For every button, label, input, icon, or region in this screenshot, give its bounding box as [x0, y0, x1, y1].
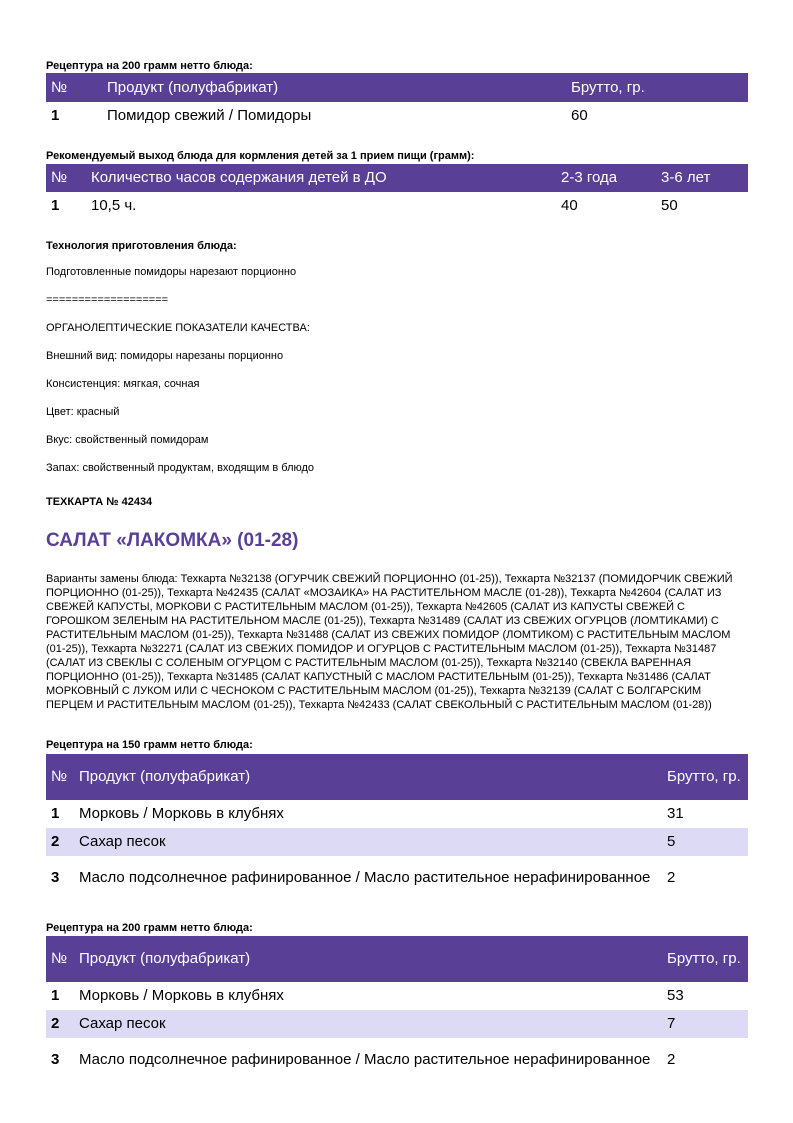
row-product: Сахар песок	[74, 1010, 662, 1038]
col-number-header: №	[46, 73, 102, 102]
table-row	[46, 1010, 748, 1038]
col-brutto-header: Брутто, гр.	[662, 754, 748, 800]
dish-title: САЛАТ «ЛАКОМКА» (01-28)	[46, 530, 299, 551]
row-product: Масло подсолнечное рафинированное / Масло растительное нерафинированное	[79, 869, 651, 886]
recipe1-caption: Рецептура на 200 грамм нетто блюда:	[46, 60, 253, 72]
separator: ===================	[46, 294, 169, 306]
col-product-header: Продукт (полуфабрикат)	[74, 936, 662, 982]
recipe1-table	[46, 73, 748, 130]
col-number-header: №	[46, 754, 74, 800]
smell-text: Запах: свойственный продуктам, входящим в блюдо	[46, 462, 315, 474]
row-product: Сахар песок	[74, 828, 662, 856]
row-age-3-6: 50	[661, 197, 678, 214]
row-number: 1	[51, 805, 60, 822]
row-brutto: 60	[571, 107, 588, 124]
row-number: 3	[51, 869, 60, 886]
technology-caption: Технология приготовления блюда:	[46, 240, 237, 252]
yield-caption: Рекомендуемый выход блюда для кормления детей за 1 прием пищи (грамм):	[46, 150, 475, 162]
col-hours-header: Количество часов содержания детей в ДО	[86, 164, 556, 192]
recipe3-table	[46, 936, 748, 1082]
row-brutto: 31	[667, 805, 684, 822]
col-brutto-header: Брутто, гр.	[566, 73, 748, 102]
recipe2-caption: Рецептура на 150 грамм нетто блюда:	[46, 739, 253, 751]
recipe1-header-row	[46, 73, 748, 102]
row-brutto: 7	[662, 1010, 748, 1038]
table-row	[46, 1038, 748, 1082]
row-age-2-3: 40	[561, 197, 578, 214]
recipe2-table	[46, 754, 748, 900]
yield-header-row	[46, 164, 748, 192]
recipe2-header-row	[46, 754, 748, 800]
row-number: 2	[46, 828, 74, 856]
row-product: Морковь / Морковь в клубнях	[79, 805, 284, 822]
col-age-3-6-header: 3-6 лет	[656, 164, 748, 192]
technology-text: Подготовленные помидоры нарезают порционно	[46, 266, 297, 278]
col-product-header: Продукт (полуфабрикат)	[102, 73, 566, 102]
row-product: Помидор свежий / Помидоры	[107, 107, 312, 124]
row-number: 2	[46, 1010, 74, 1038]
col-number-header: №	[46, 936, 74, 982]
table-row	[46, 982, 748, 1010]
row-hours: 10,5 ч.	[91, 197, 137, 214]
row-number: 3	[51, 1051, 60, 1068]
row-number: 1	[51, 197, 60, 214]
row-brutto: 53	[667, 987, 684, 1004]
recipe3-caption: Рецептура на 200 грамм нетто блюда:	[46, 922, 253, 934]
col-product-header: Продукт (полуфабрикат)	[74, 754, 662, 800]
taste-text: Вкус: свойственный помидорам	[46, 434, 209, 446]
row-number: 1	[51, 987, 60, 1004]
table-row	[46, 856, 748, 900]
recipe3-header-row	[46, 936, 748, 982]
row-product: Масло подсолнечное рафинированное / Масло растительное нерафинированное	[79, 1051, 651, 1068]
table-row	[46, 800, 748, 828]
consistency-text: Консистенция: мягкая, сочная	[46, 378, 200, 390]
substitutes-text: Варианты замены блюда: Техкарта №32138 (ОГУРЧИК СВЕЖИЙ ПОРЦИОННО (01-25)), Техкарта №32137 (ПОМИДОРЧИК СВЕЖИЙ ПОРЦИОННО (01-25)), Техкарта №42435 (САЛАТ «МОЗАИКА» НА РАСТИТЕЛЬНОМ МАСЛЕ (01-28)), Техкарта №42604 (САЛАТ ИЗ СВЕЖЕЙ КАПУСТЫ, МОРКОВИ С РАСТИТЕЛЬНЫМ МАСЛОМ (01-25)), Техкарта №42605 (САЛАТ ИЗ КАПУСТЫ СВЕЖЕЙ С ГОРОШКОМ ЗЕЛЕНЫМ НА РАСТИТЕЛЬНОМ МАСЛЕ (01-25)), Техкарта №31489 (САЛАТ ИЗ СВЕЖИХ ОГУРЦОВ (ЛОМТИКАМИ) С РАСТИТЕЛЬНЫМ МАСЛОМ (01-25)), Техкарта №31488 (САЛАТ ИЗ СВЕЖИХ ПОМИДОР (ЛОМТИКОМ) С РАСТИТЕЛЬНЫМ МАСЛОМ (01-25)), Техкарта №32271 (САЛАТ ИЗ СВЕЖИХ ПОМИДОР И ОГУРЦОВ С РАСТИТЕЛЬНЫМ МАСЛОМ (01-25)), Техкарта №31487 (САЛАТ ИЗ СВЕКЛЫ С СОЛЕНЫМ ОГУРЦОМ С РАСТИТЕЛЬНЫМ МАСЛОМ (01-25)), Техкарта №32140 (СВЕКЛА ВАРЕННАЯ ПОРЦИОННО (01-25)), Техкарта №31485 (САЛАТ КАПУСТНЫЙ С МАСЛОМ РАСТИТЕЛЬНЫМ (01-25)), Техкарта №31486 (САЛАТ МОРКОВНЫЙ С ЛУКОМ ИЛИ С ЧЕСНОКОМ С РАСТИТЕЛЬНЫМ МАСЛОМ (01-25)), Техкарта №32139 (САЛАТ С БОЛГАРСКИМ ПЕРЦЕМ И РАСТИТЕЛЬНЫМ МАСЛОМ (01-25)), Техкарта №42433 (САЛАТ СВЕКОЛЬНЫЙ С РАСТИТЕЛЬНЫМ МАСЛОМ (01-28))	[46, 573, 733, 711]
col-age-2-3-header: 2-3 года	[556, 164, 656, 192]
row-product: Морковь / Морковь в клубнях	[79, 987, 284, 1004]
col-brutto-header: Брутто, гр.	[662, 936, 748, 982]
row-brutto: 5	[662, 828, 748, 856]
col-number-header: №	[46, 164, 86, 192]
table-row	[46, 192, 748, 220]
table-row	[46, 828, 748, 856]
row-brutto: 2	[667, 869, 676, 886]
row-number: 1	[51, 107, 60, 124]
row-brutto: 2	[667, 1051, 676, 1068]
color-text: Цвет: красный	[46, 406, 120, 418]
organoleptic-title: ОРГАНОЛЕПТИЧЕСКИЕ ПОКАЗАТЕЛИ КАЧЕСТВА:	[46, 322, 310, 334]
appearance-text: Внешний вид: помидоры нарезаны порционно	[46, 350, 284, 362]
yield-table	[46, 164, 748, 220]
table-row	[46, 102, 748, 130]
techcard-number: ТЕХКАРТА № 42434	[46, 496, 153, 508]
